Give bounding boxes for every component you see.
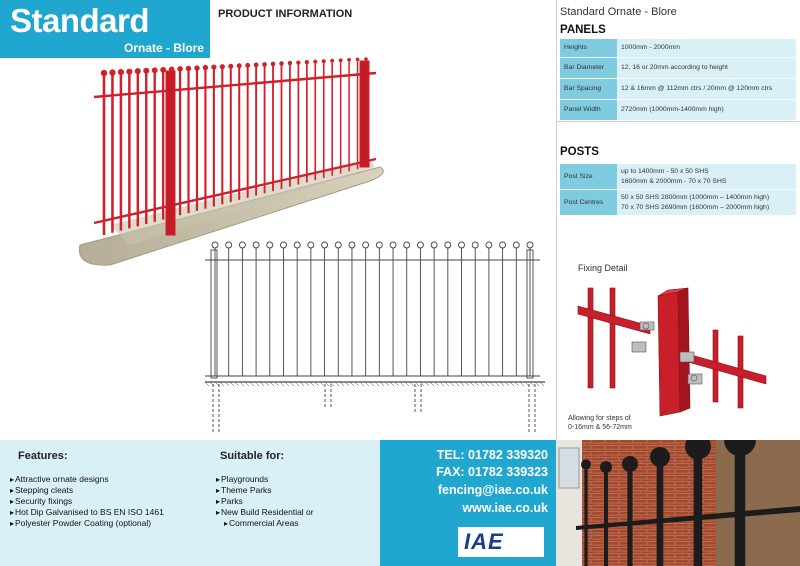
list-item: ▸ Attractive ornate designs xyxy=(10,474,164,485)
fixing-detail-illustration xyxy=(570,282,770,422)
spec-row-heights xyxy=(560,39,796,57)
spec-value: 12 & 16mm @ 112mm ctrs / 20mm @ 120mm ctrs xyxy=(617,79,796,99)
list-item: ▸ Stepping cleats xyxy=(10,485,164,496)
posts-spec-table xyxy=(560,163,796,216)
panels-heading: PANELS xyxy=(560,24,606,36)
vertical-divider xyxy=(556,0,557,440)
spec-title: Standard Ornate - Blore xyxy=(560,6,677,18)
spec-label: Bar Spacing xyxy=(560,79,617,99)
spec-value-line: 70 x 70 SHS 2690mm (1600mm – 2000mm high) xyxy=(621,203,770,211)
list-item: ▸ New Build Residential or xyxy=(216,507,314,518)
spec-row-bar-diameter xyxy=(560,58,796,78)
spec-label: Post Size xyxy=(560,164,617,189)
fixing-detail-title: Fixing Detail xyxy=(578,263,628,273)
spec-value: 12, 16 or 20mm according to height xyxy=(617,58,796,78)
product-subtitle: Ornate - Blore xyxy=(123,41,204,55)
product-information-heading: PRODUCT INFORMATION xyxy=(218,8,353,20)
spec-value xyxy=(617,190,796,215)
spec-row-post-centres xyxy=(560,190,796,215)
photo-illustration xyxy=(556,440,800,566)
spec-value: 1000mm - 2000mm xyxy=(617,39,796,57)
spec-value xyxy=(617,164,796,189)
contact-fax: FAX: 01782 339323 xyxy=(436,465,548,479)
posts-heading: POSTS xyxy=(560,146,599,158)
spec-value-line: up to 1400mm - 50 x 50 SHS xyxy=(621,167,709,175)
suitable-heading: Suitable for: xyxy=(220,450,285,462)
list-item: ▸ Playgrounds xyxy=(216,474,314,485)
product-title: Standard xyxy=(10,2,150,39)
spec-row-bar-spacing xyxy=(560,79,796,99)
list-item: ▸ Security fixings xyxy=(10,496,164,507)
list-item: ▸ Parks xyxy=(216,496,314,507)
spec-value: 2720mm (1000mm-1400mm high) xyxy=(617,100,796,120)
fixing-note-line: Allowing for steps of xyxy=(568,415,631,422)
spec-label: Bar Diameter xyxy=(560,58,617,78)
features-list xyxy=(10,474,164,529)
title-badge xyxy=(0,0,210,58)
suitable-list xyxy=(216,474,314,529)
contact-website[interactable]: www.iae.co.uk xyxy=(462,501,548,515)
spec-label: Heights xyxy=(560,39,617,57)
list-item: ▸ Commercial Areas xyxy=(216,518,314,529)
list-item: ▸ Hot Dip Galvanised to BS EN ISO 1461 xyxy=(10,507,164,518)
section-divider xyxy=(556,121,800,122)
spec-value-line: 50 x 50 SHS 2800mm (1000mm – 1400mm high) xyxy=(621,193,770,201)
fixing-note xyxy=(568,414,648,432)
spec-value-line: 1600mm & 2000mm - 70 x 70 SHS xyxy=(621,177,727,185)
iae-logo-text: IAE xyxy=(464,529,504,554)
contact-tel: TEL: 01782 339320 xyxy=(436,448,548,462)
spec-row-post-size xyxy=(560,164,796,189)
installed-fence-photo xyxy=(556,440,800,566)
panels-spec-table xyxy=(560,38,796,121)
fence-elevation-drawing xyxy=(205,236,545,436)
contact-email[interactable]: fencing@iae.co.uk xyxy=(437,483,548,497)
list-item: ▸ Theme Parks xyxy=(216,485,314,496)
list-item: ▸ Polyester Powder Coating (optional) xyxy=(10,518,164,529)
spec-label: Panel Width xyxy=(560,100,617,120)
spec-row-panel-width xyxy=(560,100,796,120)
features-heading: Features: xyxy=(18,450,68,462)
fixing-note-line: 0-16mm & 56-72mm xyxy=(568,424,632,431)
spec-label: Post Centres xyxy=(560,190,617,215)
